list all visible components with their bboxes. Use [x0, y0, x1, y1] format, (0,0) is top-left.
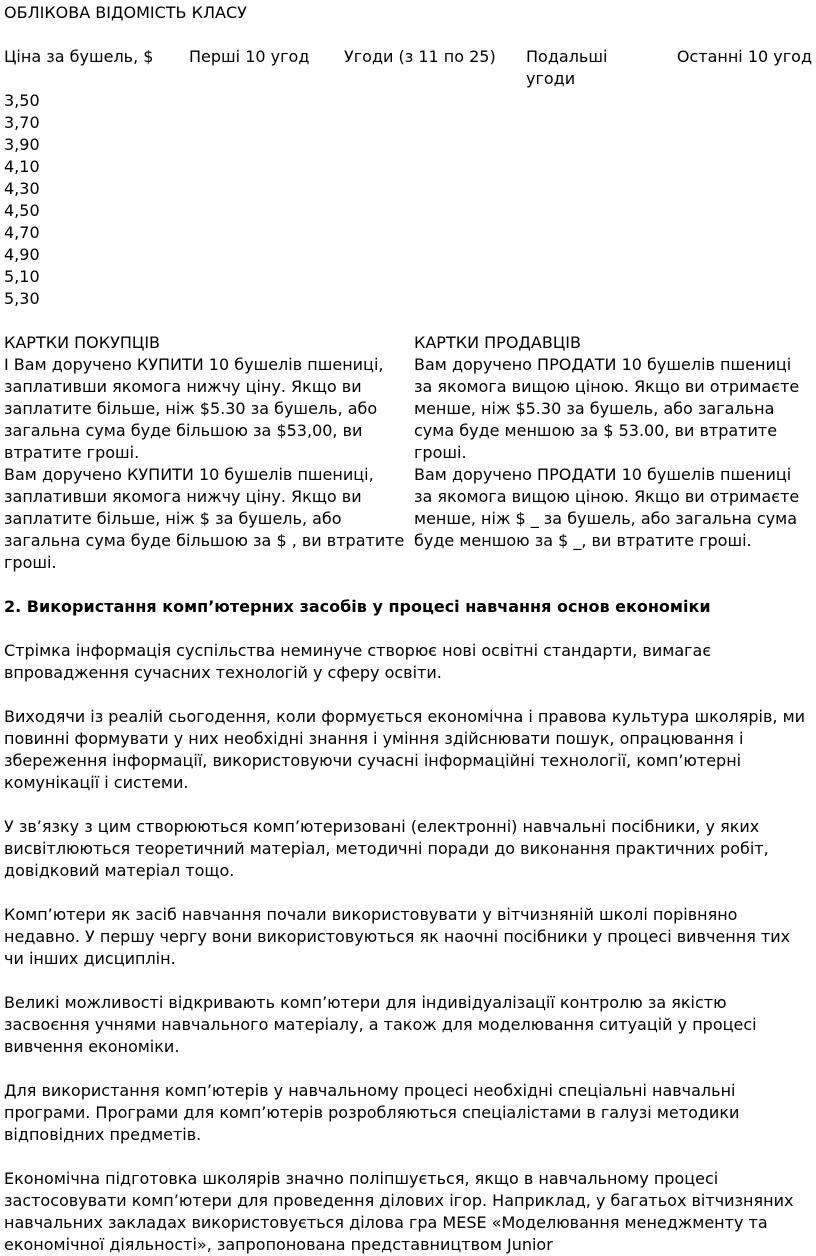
- buyer-card-2: Вам доручено КУПИТИ 10 бушелів пшениці, заплативши якомога нижчу ціну. Якщо ви заплатите більше, ніж $ за бушель, або загальна сума буде більшою за $ , ви втратите гроші.: [4, 465, 405, 572]
- document-title: ОБЛІКОВА ВІДОМІСТЬ КЛАСУ: [4, 3, 247, 22]
- paragraph: Комп’ютери як засіб навчання почали використовувати у вітчизняній школі порівняно недавно. У першу чергу вони використовуються як наочні посібники у процесі вивчення тих чи інших дисциплін.: [4, 905, 791, 968]
- price-row: 5,30: [4, 289, 40, 308]
- paragraph: Виходячи із реалій сьогодення, коли формується економічна і правова культура школярів, ми повинні формувати у них необхідні знання і уміння здійснювати пошук, опрацювання і збереження інформації, використовуючи сучасні інформаційні технології, комп’ютерні комунікації і системи.: [4, 707, 806, 792]
- paragraph: Великі можливості відкривають комп’ютери для індивідуалізації контролю за якістю засвоєння учнями навчального матеріалу, а також для моделювання ситуацій у процесі вивчення економіки.: [4, 993, 757, 1056]
- ledger-header-row: [4, 46, 812, 90]
- paragraph: Економічна підготовка школярів значно поліпшується, якщо в навчальному процесі застосовувати комп’ютери для проведення ділових ігор. Наприклад, у багатьох вітчизняних навчальних закладах використовується ділова гра MESE «Моделювання менеджменту та економічної діяльності», запропонована представництвом Junior: [4, 1169, 794, 1254]
- seller-cards-heading: КАРТКИ ПРОДАВЦІВ: [414, 333, 581, 352]
- header-price: Ціна за бушель, $: [4, 47, 154, 66]
- price-row: 5,10: [4, 267, 40, 286]
- price-list: [4, 90, 812, 310]
- section-heading: 2. Використання комп’ютерних засобів у процесі навчання основ економіки: [4, 597, 711, 616]
- price-row: 4,10: [4, 157, 40, 176]
- price-row: 4,50: [4, 201, 40, 220]
- seller-card-2: Вам доручено ПРОДАТИ 10 бушелів пшениці за якомога вищою ціною. Якщо ви отримаєте менше, ніж $ _ за бушель, або загальна сума буде меншою за $ _, ви втратите гроші.: [414, 465, 800, 550]
- header-deals-11-25: Угоди (з 11 по 25): [344, 47, 496, 66]
- price-row: 3,90: [4, 135, 40, 154]
- header-first-deals: Перші 10 угод: [189, 47, 310, 66]
- document-page: [4, 0, 812, 1256]
- price-row: 3,70: [4, 113, 40, 132]
- buyer-cards-heading: КАРТКИ ПОКУПЦІВ: [4, 333, 161, 352]
- header-last-deals: Останні 10 угод: [676, 47, 812, 66]
- price-row: 3,50: [4, 91, 40, 110]
- seller-cards: [414, 332, 812, 574]
- paragraph: Для використання комп’ютерів у навчальному процесі необхідні спеціальні навчальні програми. Програми для комп’ютерів розробляються спеціалістами в галузі методики відповідних предметів.: [4, 1081, 740, 1144]
- price-row: 4,30: [4, 179, 40, 198]
- buyer-cards: [4, 332, 414, 574]
- price-row: 4,90: [4, 245, 40, 264]
- role-cards: [4, 332, 812, 574]
- buyer-card-1: І Вам доручено КУПИТИ 10 бушелів пшениці, заплативши якомога нижчу ціну. Якщо ви заплатите більше, ніж $5.30 за бушель, або загальна сума буде більшою за $53,00, ви втратите гроші.: [4, 355, 384, 462]
- seller-card-1: Вам доручено ПРОДАТИ 10 бушелів пшениці за якомога вищою ціною. Якщо ви отримаєте менше, ніж $5.30 за бушель, або загальна сума буде меншою за $ 53.00, ви втратите гроші.: [414, 355, 800, 462]
- paragraph: У зв’язку з цим створюються комп’ютеризовані (електронні) навчальні посібники, у яких висвітлюються теоретичний матеріал, методичні поради до виконання практичних робіт, довідковий матеріал тощо.: [4, 817, 769, 880]
- paragraph: Стрімка інформація суспільства неминуче створює нові освітні стандарти, вимагає впровадження сучасних технологій у сферу освіти.: [4, 641, 712, 682]
- price-row: 4,70: [4, 223, 40, 242]
- header-further-deals: Подальші угоди: [526, 47, 608, 88]
